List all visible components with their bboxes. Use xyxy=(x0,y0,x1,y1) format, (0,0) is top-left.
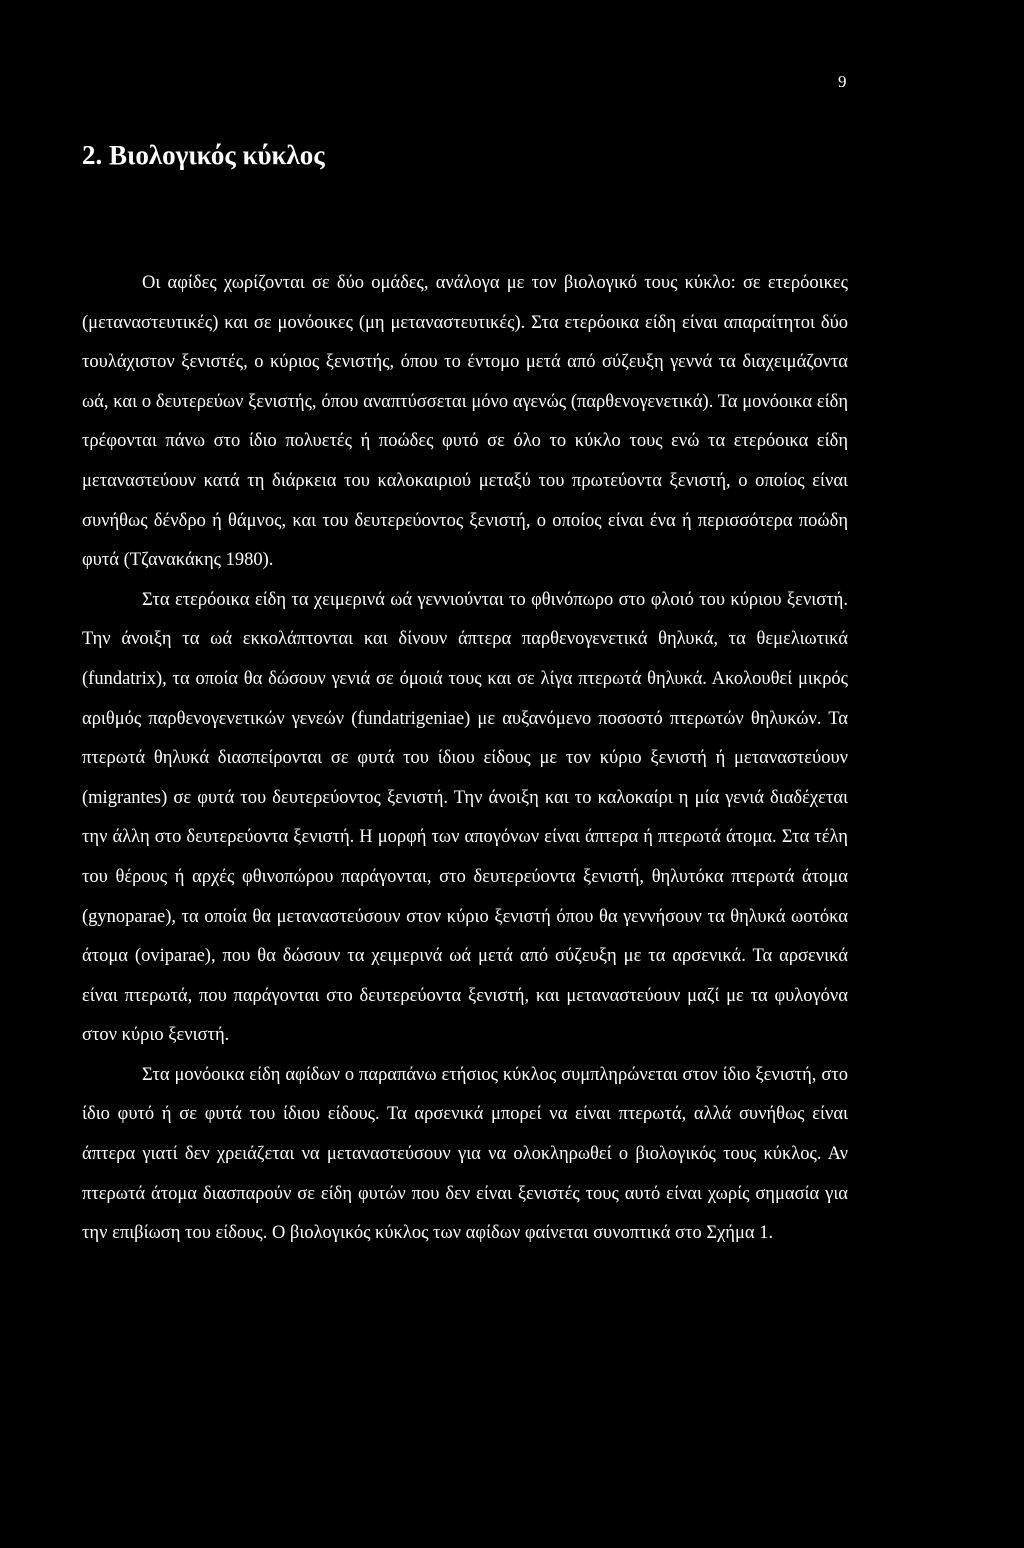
section-heading: 2. Βιολογικός κύκλος xyxy=(82,140,325,170)
paragraph-monoecious-cycle: Στα μονόοικα είδη αφίδων ο παραπάνω ετήσιος κύκλος συμπληρώνεται στον ίδιο ξενιστή, στο ίδιο φυτό ή σε φυτά του ίδιου είδους. Τα αρσενικά μπορεί να είναι πτερωτά, αλλά συνήθως είναι άπτερα γιατί δεν χρειάζεται να μεταναστεύσουν για να ολοκληρωθεί ο βιολογικός τους κύκλος. Αν πτερωτά άτομα διασπαρούν σε είδη φυτών που δεν είναι ξενιστές τους αυτό είναι χωρίς σημασία για την επιβίωση του είδους. Ο βιολογικός κύκλος των αφίδων φαίνεται συνοπτικά στο Σχήμα 1. xyxy=(82,1064,848,1244)
body-text xyxy=(82,264,848,1254)
paragraph-heteroecious-cycle: Στα ετερόοικα είδη τα χειμερινά ωά γεννιούνται το φθινόπωρο στο φλοιό του κύριου ξενιστή. Την άνοιξη τα ωά εκκολάπτονται και δίνουν άπτερα παρθενογενετικά θηλυκά, τα θεμελιωτικά (fundatrix), τα οποία θα δώσουν γενιά σε όμοιά τους και σε λίγα πτερωτά θηλυκά. Ακολουθεί μικρός αριθμός παρθενογενετικών γενεών (fundatrigeniae) με αυξανόμενο ποσοστό πτερωτών θηλυκών. Τα πτερωτά θηλυκά διασπείρονται σε φυτά του ίδιου είδους με τον κύριο ξενιστή ή μεταναστεύουν (migrantes) σε φυτά του δευτερεύοντος ξενιστή. Την άνοιξη και το καλοκαίρι η μία γενιά διαδέχεται την άλλη στο δευτερεύοντα ξενιστή. Η μορφή των απογόνων είναι άπτερα ή πτερωτά άτομα. Στα τέλη του θέρους ή αρχές φθινοπώρου παράγονται, στο δευτερεύοντα ξενιστή, θηλυτόκα πτερωτά άτομα (gynoparae), τα οποία θα μεταναστεύσουν στον κύριο ξενιστή όπου θα γεννήσουν τα θηλυκά ωοτόκα άτομα (oviparae), που θα δώσουν τα χειμερινά ωά μετά από σύζευξη με τα αρσενικά. Τα αρσενικά είναι πτερωτά, που παράγονται στο δευτερεύοντα ξενιστή, και μεταναστεύουν μαζί με τα φυλογόνα στον κύριο ξενιστή. xyxy=(82,589,848,1046)
paragraph-life-cycle-types: Οι αφίδες χωρίζονται σε δύο ομάδες, ανάλογα με τον βιολογικό τους κύκλο: σε ετερόοικες (μεταναστευτικές) και σε μονόοικες (μη μεταναστευτικές). Στα ετερόοικα είδη είναι απαραίτητοι δύο τουλάχιστον ξενιστές, ο κύριος ξενιστής, όπου το έντομο μετά από σύζευξη γεννά τα διαχειμάζοντα ωά, και ο δευτερεύων ξενιστής, όπου αναπτύσσεται μόνο αγενώς (παρθενογενετικά). Τα μονόοικα είδη τρέφονται πάνω στο ίδιο πολυετές ή ποώδες φυτό σε όλο το κύκλο τους ενώ τα ετερόοικα είδη μεταναστεύουν κατά τη διάρκεια του καλοκαιριού μεταξύ του πρωτεύοντα ξενιστή, ο οποίος είναι συνήθως δένδρο ή θάμνος, και του δευτερεύοντος ξενιστή, ο οποίος είναι ένα ή περισσότερα ποώδη φυτά (Τζανακάκης 1980). xyxy=(82,273,848,571)
page-number: 9 xyxy=(838,72,847,91)
